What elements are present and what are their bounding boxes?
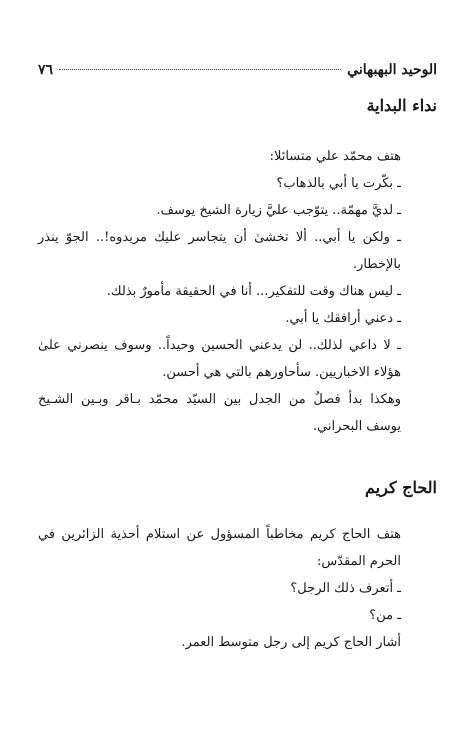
section-1-body — [38, 143, 437, 440]
paragraph: ـ بكّرت يا أبي بالذهاب؟ — [276, 176, 401, 191]
paragraph: هتف الحاج كريم مخاطباً المسؤول عن استلام أحذية الزائرين في الحرم المقدّس: — [38, 527, 401, 569]
paragraph: ـ لا داعي لذلك.. لن يدعني الحسين وحيداً.. وسوف ينصرني علىٰ هؤلاء الاخباريين. سأحاورهم بالتي هي أحسن. — [38, 338, 401, 380]
paragraph: ـ ولكن يا أبي.. ألا تخشىٰ أن يتجاسر عليك مريدوه!.. الجوّ ينذر بالإخطار. — [38, 230, 401, 272]
page-number: ٧٦ — [38, 62, 54, 78]
section-title-1: نداء البداية — [366, 96, 437, 115]
paragraph: ـ لديَّ مهمّة.. يتوّجب عليَّ زيارة الشيخ يوسف. — [156, 203, 401, 218]
paragraph: ـ دعني أرافقك يا أبي. — [285, 311, 401, 326]
paragraph: ـ ليس هناك وقت للتفكير... أنا في الحقيقة مأمورٌ بذلك. — [106, 284, 401, 299]
paragraph: وهكذا بدأ فصلٌ من الجدل بين السيّد محمّد بـاقر وبـين الشـيخ يوسف البحراني. — [38, 392, 401, 434]
running-header — [38, 62, 437, 84]
paragraph: ـ أتعرف ذلك الرجل؟ — [290, 581, 401, 596]
paragraph: هتف محمّد علي متسائلا: — [269, 149, 401, 164]
section-2-body — [38, 521, 437, 656]
section-title-2: الحاج كريم — [365, 478, 437, 497]
book-title: الوحيد البهبهاني — [347, 62, 437, 78]
paragraph: ـ من؟ — [369, 608, 401, 623]
paragraph: أشار الحاج كريم إلى رجل متوسط العمر. — [181, 635, 401, 650]
leader-dots — [59, 69, 341, 70]
